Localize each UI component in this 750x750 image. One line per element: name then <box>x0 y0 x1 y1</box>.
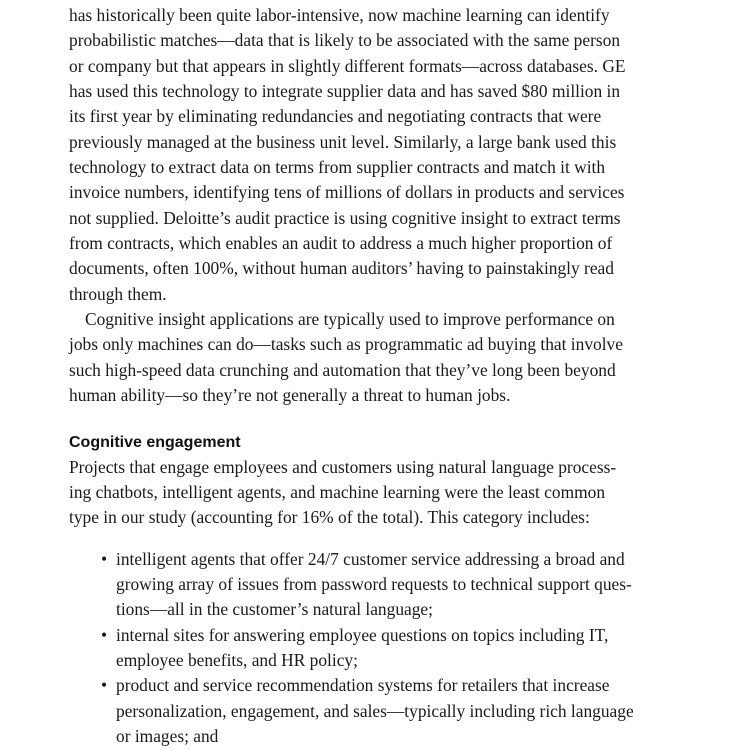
text-line: from contracts, which enables an audit to address a much higher proportion of <box>69 233 613 254</box>
text-line: such high-speed data crunching and automation that they’ve long been beyond <box>69 359 616 380</box>
text-line: technology to extract data on terms from supplier contracts and match it with <box>69 157 606 178</box>
text-line: internal sites for answering employee questions on topics including IT, <box>116 624 609 645</box>
text-line: or images; and <box>116 725 219 746</box>
list-item <box>101 547 689 623</box>
bullet-icon: • <box>101 548 108 569</box>
list-item <box>101 673 689 749</box>
text-line: through them. <box>69 283 167 304</box>
text-line: its first year by eliminating redundancies and negotiating contracts that were <box>69 106 602 127</box>
text-line: documents, often 100%, without human auditors’ having to painstakingly read <box>69 258 614 279</box>
article-body <box>69 3 689 749</box>
text-line: has used this technology to integrate supplier data and has saved $80 million in <box>69 81 621 102</box>
bullet-icon: • <box>101 624 108 645</box>
paragraph-1 <box>69 3 689 307</box>
text-line: personalization, engagement, and sales—typically including rich language <box>116 700 634 721</box>
text-line: Cognitive insight applications are typically used to improve performance on <box>85 309 615 330</box>
paragraph-2 <box>69 307 689 408</box>
section-intro <box>69 455 689 531</box>
text-line: invoice numbers, identifying tens of millions of dollars in products and services <box>69 182 625 203</box>
text-line: type in our study (accounting for 16% of the total). This category includes: <box>69 507 590 528</box>
text-line: probabilistic matches—data that is likely to be associated with the same person <box>69 30 621 51</box>
text-line: has historically been quite labor-intensive, now machine learning can identify <box>69 5 610 25</box>
section-heading: Cognitive engagement <box>69 433 241 451</box>
text-line: human ability—so they’re not generally a threat to human jobs. <box>69 385 511 406</box>
text-line: tions—all in the customer’s natural language; <box>116 599 433 620</box>
text-line: jobs only machines can do—tasks such as programmatic ad buying that involve <box>69 334 623 355</box>
text-line: not supplied. Deloitte’s audit practice is using cognitive insight to extract terms <box>69 207 621 228</box>
text-line: or company but that appears in slightly different formats—across databases. GE <box>69 55 626 76</box>
bullet-icon: • <box>101 675 108 696</box>
text-line: ing chatbots, intelligent agents, and machine learning were the least common <box>69 481 606 502</box>
list-item <box>101 623 689 674</box>
text-line: employee benefits, and HR policy; <box>116 649 358 670</box>
text-line: growing array of issues from password requests to technical support ques- <box>116 573 632 594</box>
text-line: product and service recommendation systems for retailers that increase <box>116 675 610 696</box>
text-line: intelligent agents that offer 24/7 customer service addressing a broad and <box>116 548 625 569</box>
text-line: Projects that engage employees and customers using natural language process- <box>69 456 617 477</box>
bullet-list <box>69 547 689 750</box>
text-line: previously managed at the business unit level. Similarly, a large bank used this <box>69 131 617 152</box>
